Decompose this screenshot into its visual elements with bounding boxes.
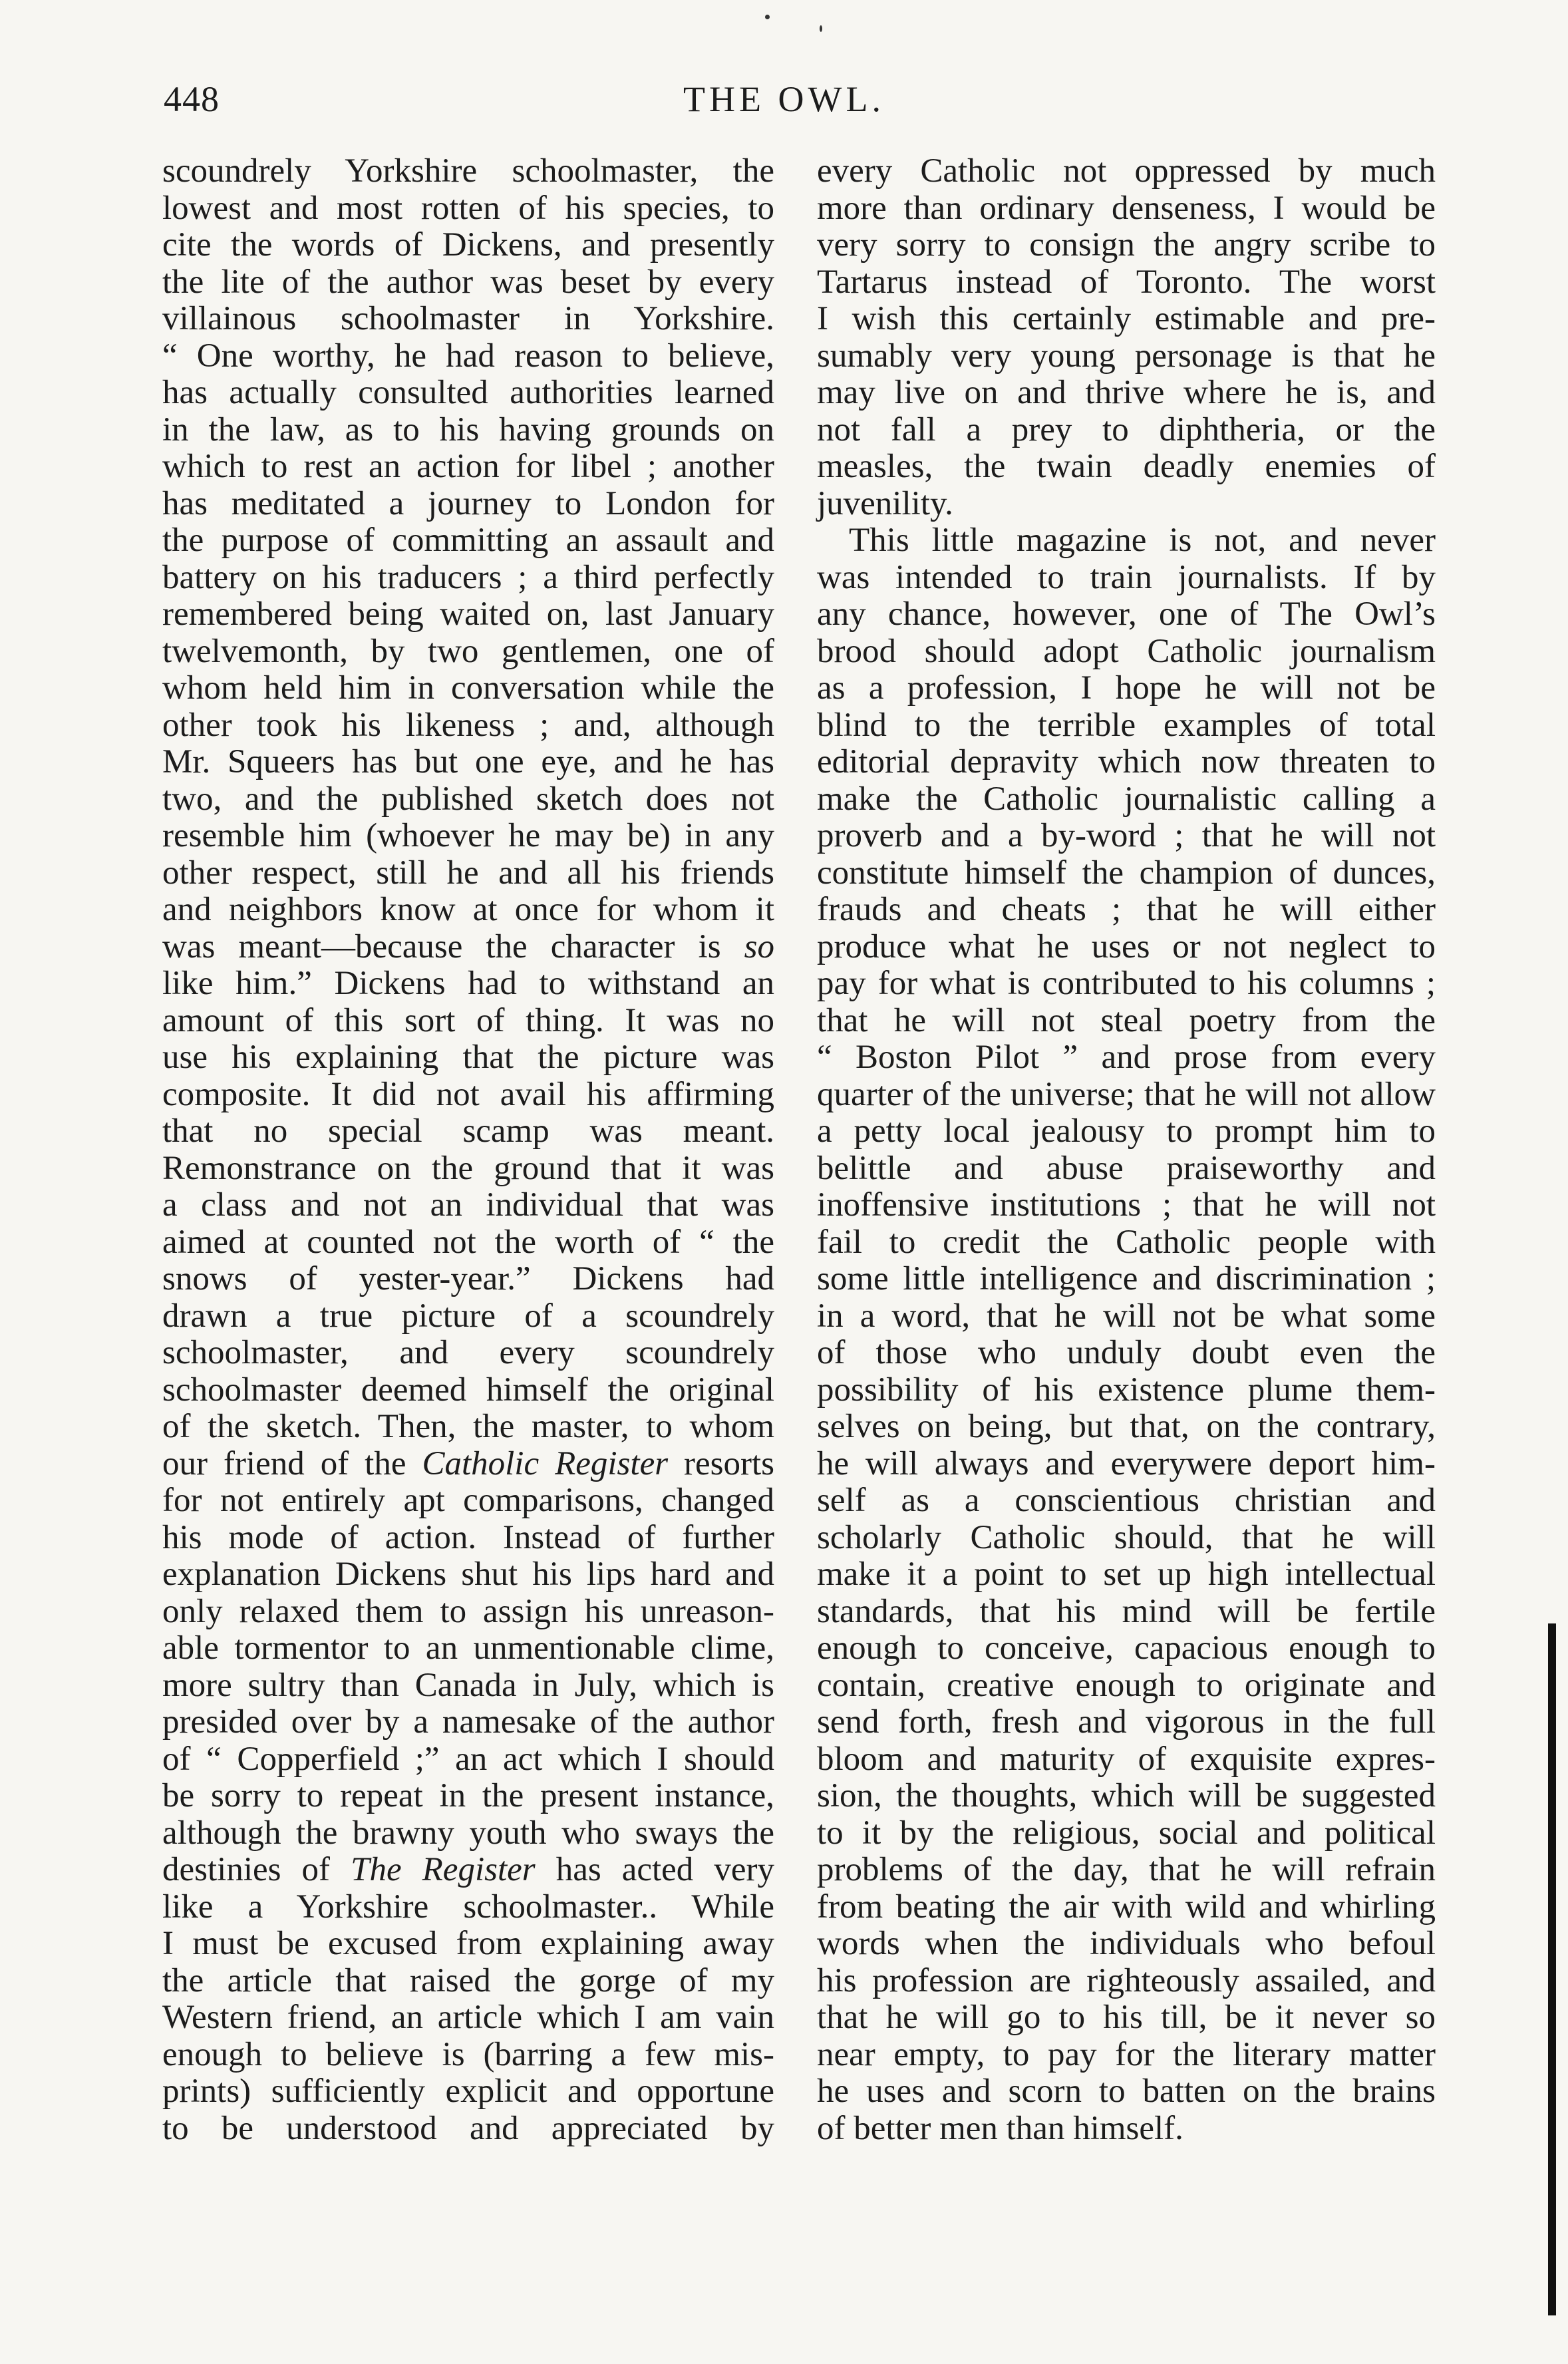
text-line: I must be excused from explaining away [162, 1925, 774, 1962]
text-line: has meditated a journey to London for [162, 484, 774, 522]
text-line: to be understood and appreciated by [162, 2109, 774, 2147]
print-speck [820, 25, 822, 32]
text-line: in a word, that he will not be what some [817, 1297, 1436, 1335]
text-line: of “ Copperfield ;” an act which I should [162, 1740, 774, 1778]
text-line: very sorry to consign the angry scribe to [817, 226, 1436, 263]
text-line: he uses and scorn to batten on the brains [817, 2073, 1436, 2110]
text-line: “ One worthy, he had reason to believe, [162, 337, 774, 375]
text-line: make the Catholic journalistic calling a [817, 780, 1436, 818]
text-line: only relaxed them to assign his unreason- [162, 1592, 774, 1630]
text-line: This little magazine is not, and never [849, 522, 1436, 559]
text-line: twelvemonth, by two gentlemen, one of [162, 632, 774, 670]
text-line: possibility of his existence plume them- [817, 1371, 1436, 1409]
text-line: his profession are righteously assailed, and [817, 1961, 1436, 1999]
text-line: his mode of action. Instead of further [162, 1518, 774, 1556]
text-line: villainous schoolmaster in Yorkshire. [162, 300, 774, 337]
text-line: as a profession, I hope he will not be [817, 669, 1436, 707]
text-line: enough to conceive, capacious enough to [817, 1629, 1436, 1667]
page-number: 448 [164, 79, 220, 119]
text-line: from beating the air with wild and whirling [817, 1888, 1436, 1926]
text-line: produce what he uses or not neglect to [817, 928, 1436, 965]
text-line: scholarly Catholic should, that he will [817, 1518, 1436, 1556]
text-line: that he will go to his till, be it never so [817, 1999, 1436, 2036]
text-line: pay for what is contributed to his columns ; [817, 965, 1436, 1002]
text-line: lowest and most rotten of his species, to [162, 189, 774, 227]
text-line: juvenility. [817, 484, 953, 522]
scan-margin-mark [1548, 1623, 1556, 2315]
text-line: schoolmaster, and every scoundrely [162, 1334, 774, 1371]
text-line: blind to the terrible examples of total [817, 706, 1436, 744]
text-line: I wish this certainly estimable and pre- [817, 300, 1436, 337]
text-line: two, and the published sketch does not [162, 780, 774, 818]
text-line: able tormentor to an unmentionable clime, [162, 1629, 774, 1667]
text-line: a class and not an individual that was [162, 1186, 774, 1224]
text-line: of better men than himself. [817, 2109, 1183, 2147]
text-line: Western friend, an article which I am vain [162, 1999, 774, 2036]
text-line: sumably very young personage is that he [817, 337, 1436, 375]
text-line: near empty, to pay for the literary matter [817, 2035, 1436, 2073]
text-line: belittle and abuse praiseworthy and [817, 1149, 1436, 1187]
text-line: Tartarus instead of Toronto. The worst [817, 263, 1436, 301]
text-line: editorial depravity which now threaten to [817, 743, 1436, 780]
text-line: remembered being waited on, last January [162, 595, 774, 633]
text-line: be sorry to repeat in the present instance, [162, 1777, 774, 1814]
text-line: schoolmaster deemed himself the original [162, 1371, 774, 1409]
text-line: words when the individuals who befoul [817, 1925, 1436, 1962]
text-line: other took his likeness ; and, although [162, 706, 774, 744]
text-line: quarter of the universe; that he will not allow [817, 1075, 1436, 1113]
text-line: which to rest an action for libel ; another [162, 448, 774, 485]
text-line: more sultry than Canada in July, which is [162, 1666, 774, 1704]
text-line: a petty local jealousy to prompt him to [817, 1112, 1436, 1150]
text-line: like a Yorkshire schoolmaster.. While [162, 1888, 774, 1926]
text-line: Remonstrance on the ground that it was [162, 1149, 774, 1187]
text-line: use his explaining that the picture was [162, 1039, 774, 1076]
right-column [817, 153, 1436, 2147]
text-line: send forth, fresh and vigorous in the full [817, 1703, 1436, 1741]
text-line: whom held him in conversation while the [162, 669, 774, 707]
print-speck [765, 15, 770, 19]
text-line: not fall a prey to diphtheria, or the [817, 411, 1436, 448]
text-line: our friend of the Catholic Register resorts [162, 1444, 775, 1482]
text-line: sion, the thoughts, which will be suggested [817, 1777, 1436, 1814]
text-line: for not entirely apt comparisons, changed [162, 1482, 774, 1519]
text-line: explanation Dickens shut his lips hard and [162, 1556, 774, 1593]
text-line: presided over by a namesake of the author [162, 1703, 774, 1741]
text-line: like him.” Dickens had to withstand an [162, 965, 774, 1002]
text-line: aimed at counted not the worth of “ the [162, 1223, 774, 1261]
text-line: was intended to train journalists. If by [817, 558, 1436, 596]
text-line: may live on and thrive where he is, and [817, 374, 1436, 411]
text-line: problems of the day, that he will refrain [817, 1851, 1436, 1888]
text-line: battery on his traducers ; a third perfectly [162, 558, 774, 596]
text-line: of the sketch. Then, the master, to whom [162, 1408, 774, 1445]
text-line: amount of this sort of thing. It was no [162, 1001, 774, 1039]
text-line: has actually consulted authorities learned [162, 374, 774, 411]
text-line: every Catholic not oppressed by much [817, 152, 1436, 190]
text-line: scoundrely Yorkshire schoolmaster, the [162, 152, 774, 190]
text-line: was meant—because the character is so [162, 928, 774, 965]
text-line: to it by the religious, social and political [817, 1814, 1436, 1852]
text-line: the purpose of committing an assault and [162, 522, 774, 559]
text-line: “ Boston Pilot ” and prose from every [817, 1039, 1436, 1076]
text-line: more than ordinary denseness, I would be [817, 189, 1436, 227]
text-line: destinies of The Register has acted very [162, 1851, 774, 1888]
text-line: other respect, still he and all his friends [162, 854, 774, 892]
text-line: fail to credit the Catholic people with [817, 1223, 1436, 1261]
left-column [162, 153, 774, 2147]
text-line: drawn a true picture of a scoundrely [162, 1297, 774, 1335]
text-line: the article that raised the gorge of my [162, 1961, 774, 1999]
text-line: standards, that his mind will be fertile [817, 1592, 1436, 1630]
text-line: composite. It did not avail his affirming [162, 1075, 774, 1113]
text-line: cite the words of Dickens, and presently [162, 226, 774, 263]
text-line: self as a conscientious christian and [817, 1482, 1436, 1519]
text-line: that no special scamp was meant. [162, 1112, 774, 1150]
text-line: some little intelligence and discrimination ; [817, 1260, 1436, 1297]
text-line: the lite of the author was beset by every [162, 263, 774, 301]
text-line: and neighbors know at once for whom it [162, 891, 774, 928]
text-line: that he will not steal poetry from the [817, 1001, 1436, 1039]
text-line: bloom and maturity of exquisite expres- [817, 1740, 1436, 1778]
text-line: selves on being, but that, on the contrary, [817, 1408, 1436, 1445]
text-line: frauds and cheats ; that he will either [817, 891, 1436, 928]
text-line: he will always and everywere deport him- [817, 1444, 1436, 1482]
text-line: snows of yester-year.” Dickens had [162, 1260, 774, 1297]
text-line: of those who unduly doubt even the [817, 1334, 1436, 1371]
text-line: make it a point to set up high intellectual [817, 1556, 1436, 1593]
text-line: proverb and a by-word ; that he will not [817, 817, 1436, 854]
text-line: resemble him (whoever he may be) in any [162, 817, 774, 854]
text-line: measles, the twain deadly enemies of [817, 448, 1436, 485]
text-line: any chance, however, one of The Owl’s [817, 595, 1436, 633]
text-line: brood should adopt Catholic journalism [817, 632, 1436, 670]
running-title: THE OWL. [683, 79, 885, 119]
text-line: constitute himself the champion of dunces, [817, 854, 1436, 892]
text-line: although the brawny youth who sways the [162, 1814, 774, 1852]
text-line: contain, creative enough to originate and [817, 1666, 1436, 1704]
text-line: Mr. Squeers has but one eye, and he has [162, 743, 774, 780]
text-line: enough to believe is (barring a few mis- [162, 2035, 774, 2073]
text-line: in the law, as to his having grounds on [162, 411, 774, 448]
text-line: inoffensive institutions ; that he will not [817, 1186, 1436, 1224]
text-line: prints) sufficiently explicit and opportune [162, 2073, 774, 2110]
